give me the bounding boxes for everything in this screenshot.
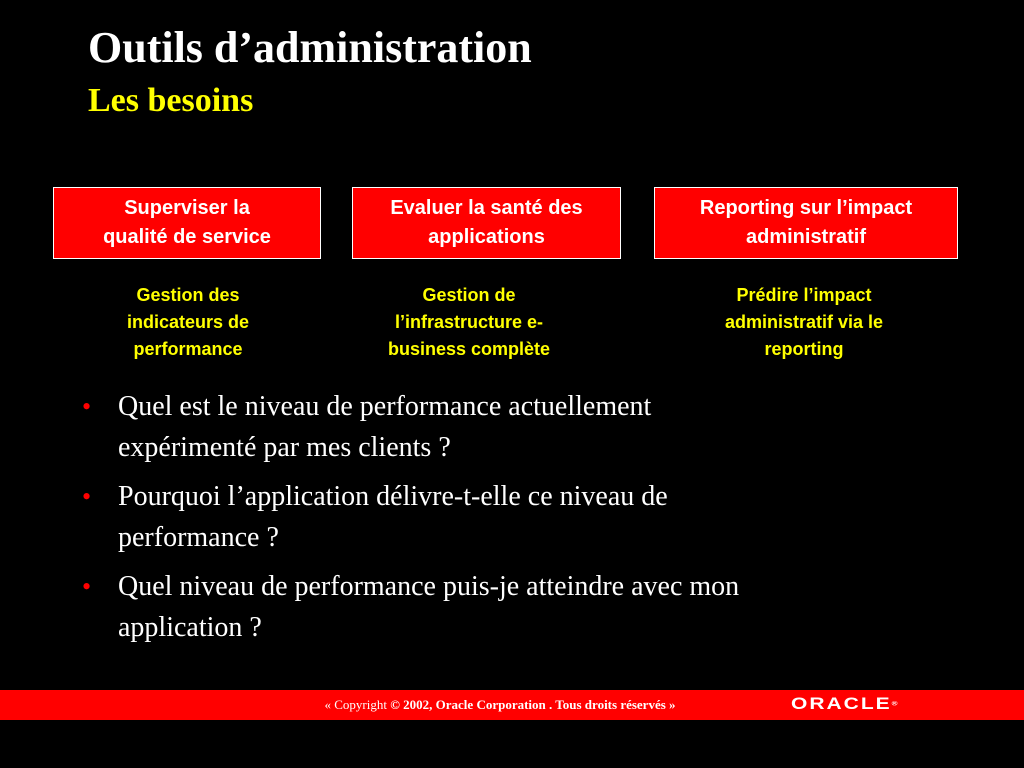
box-superviser <box>53 187 321 259</box>
caption-gestion-indicateurs <box>83 282 293 363</box>
caption-gestion-infrastructure <box>350 282 588 363</box>
box-reporting-line1: Reporting sur l’impact <box>699 197 913 219</box>
box-evaluer-line2: applications <box>428 226 545 248</box>
caption-line: l’infrastructure e- <box>394 312 544 332</box>
copyright-text: 2002, Oracle Corporation . Tous droits réservés » <box>399 697 676 712</box>
oracle-logo-text: ORACLE <box>791 694 892 713</box>
slide-subtitle: Les besoins <box>88 82 254 119</box>
bullet-line: Pourquoi l’application délivre-t-elle ce niveau de <box>118 481 668 512</box>
caption-predire-impact <box>686 282 922 363</box>
bullet-line: Quel niveau de performance puis-je atteindre avec mon <box>118 571 740 602</box>
box-superviser-line1: Superviser la <box>124 197 250 219</box>
bullet-item <box>82 566 912 648</box>
bullet-item <box>82 386 912 468</box>
caption-line: performance <box>133 339 243 359</box>
bullet-line: application ? <box>118 612 262 643</box>
box-superviser-line2: qualité de service <box>103 226 271 248</box>
registered-mark-icon: ® <box>891 700 898 708</box>
box-reporting-line2: administratif <box>745 226 867 248</box>
caption-line: Gestion des <box>136 285 240 305</box>
caption-line: reporting <box>764 339 844 359</box>
copyright-notice <box>270 697 730 713</box>
copyright-symbol: © <box>390 697 400 712</box>
caption-line: indicateurs de <box>126 312 250 332</box>
box-evaluer-line1: Evaluer la santé des <box>390 197 583 219</box>
caption-line: business complète <box>387 339 551 359</box>
bullet-item <box>82 476 912 558</box>
box-reporting <box>654 187 958 259</box>
caption-line: Prédire l’impact <box>736 285 872 305</box>
slide-title: Outils d’administration <box>88 23 532 72</box>
bullet-line: Quel est le niveau de performance actuellement <box>118 391 652 422</box>
oracle-logo <box>791 696 898 712</box>
bullet-dot-icon: • <box>82 392 92 421</box>
caption-line: administratif via le <box>724 312 884 332</box>
bullet-dot-icon: • <box>82 482 92 511</box>
bullet-line: performance ? <box>118 522 279 553</box>
bullet-line: expérimenté par mes clients ? <box>118 432 451 463</box>
bullet-dot-icon: • <box>82 572 92 601</box>
box-evaluer <box>352 187 621 259</box>
caption-line: Gestion de <box>422 285 516 305</box>
bullet-list <box>82 386 912 656</box>
copyright-prefix: « Copyright <box>324 697 391 712</box>
